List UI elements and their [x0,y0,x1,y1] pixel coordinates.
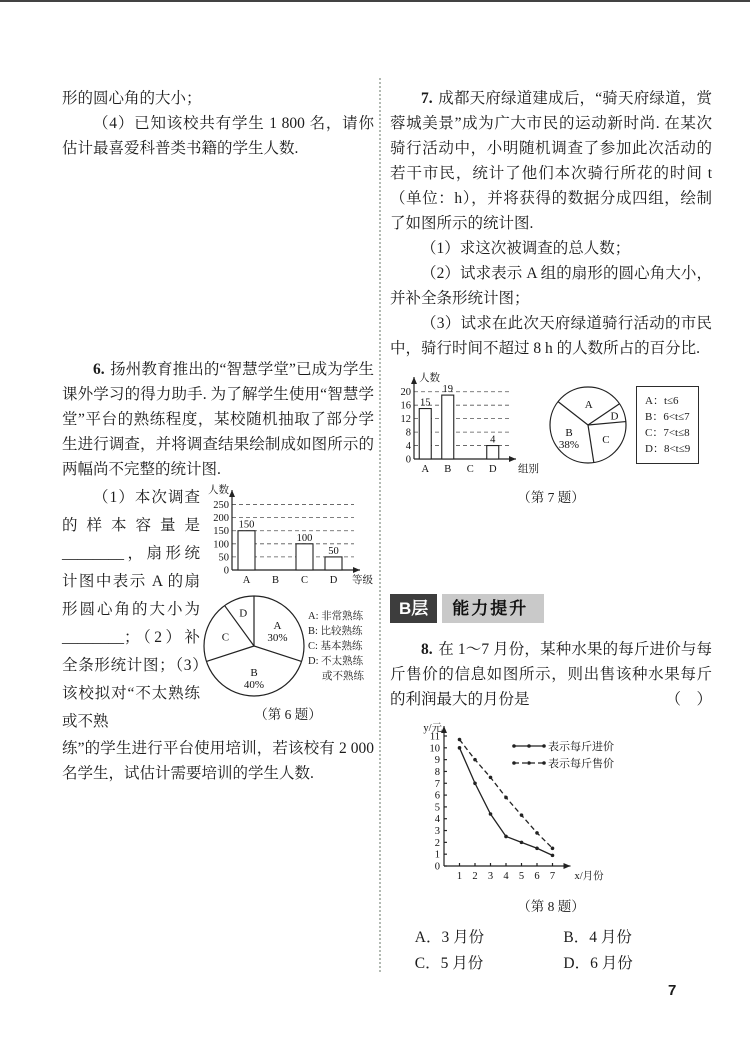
svg-text:等级: 等级 [352,575,373,586]
svg-text:3: 3 [434,826,440,838]
q7-pie-chart [548,385,628,465]
question-8-intro [390,637,712,712]
svg-text:100: 100 [296,532,313,544]
question-6-tail: 练”的学生进行平台使用培训，若该校有 2 000 名学生，试估计需要培训的学生人数. [62,740,374,782]
question-7-intro [390,86,712,236]
q6-legend-item: C: 基本熟练 [308,640,363,652]
svg-text:8: 8 [434,766,440,778]
svg-text:人数: 人数 [208,485,229,496]
q6-figure-caption: （第 6 题） [254,707,322,722]
question-6-number: 6. [93,361,105,378]
svg-text:8: 8 [405,427,411,439]
svg-text:B: B [444,464,452,475]
column-divider [379,78,381,972]
svg-text:4: 4 [405,441,411,453]
carryover-line: 形的圆心角的大小； [62,90,202,107]
q6-pie-row [202,594,374,698]
q6-pie-svg [202,594,306,698]
q7-figure-row [390,369,712,481]
q8-option: A．3 月份 [414,929,485,946]
q7-pie-svg [548,385,628,465]
svg-text:D: D [610,410,619,423]
svg-text:B: B [271,575,280,586]
svg-text:A: A [584,399,593,412]
q7-legend-line: A：t≤6 [645,395,679,407]
svg-text:0: 0 [434,861,440,873]
q7-figure-caption: （第 7 题） [517,490,585,505]
q6-bar-svg [202,484,374,588]
q6-legend-item: D: 不太熟练 [308,655,364,667]
question-7-figure [390,369,712,510]
question-8-figure [390,720,712,919]
svg-text:表示每斤进价: 表示每斤进价 [548,741,614,753]
svg-text:组别: 组别 [518,464,539,475]
section-b-badge: B层 [390,594,437,623]
svg-text:表示每斤售价: 表示每斤售价 [548,758,614,770]
svg-text:3: 3 [487,871,494,882]
svg-text:0: 0 [405,454,411,466]
q6-legend-item: A: 非常熟练 [308,610,364,622]
q6-bar-chart [202,484,374,588]
q8-options [390,925,712,977]
svg-text:6: 6 [534,871,540,882]
svg-text:x/月份: x/月份 [574,871,604,882]
svg-text:5: 5 [518,871,525,882]
q7-group-legend-box [636,386,699,464]
svg-text:1: 1 [456,871,463,882]
q7-legend-line: B：6<t≤7 [645,411,690,423]
svg-text:50: 50 [218,552,229,564]
question-6-intro-text: 扬州教育推出的“智慧学堂”已成为学生课外学习的得力助手. 为了解学生使用“智慧学堂”平台的熟练程度，某校随机抽取了部分学生进行调查，并将调查结果绘制成如图所示的两幅尚不完整的统计图. [62,361,374,478]
q7-bar-chart [390,369,540,481]
question-6-parts-text: （1）本次调查的样本容量是________，扇形统计图中表示 A 的扇形圆心角的大小为________；（2）补全条形统计图；（3）该校拟对“不太熟练或不熟 [62,489,200,730]
question-7-number: 7. [421,90,433,107]
question-6-figure-row [62,484,374,736]
question-8-answer-bracket: （ ） [665,691,712,708]
svg-text:C: C [300,575,309,586]
q6-legend-item: B: 比较熟练 [308,625,363,637]
svg-text:7: 7 [434,778,440,790]
svg-text:4: 4 [434,814,440,826]
svg-text:150: 150 [213,526,229,538]
svg-text:6: 6 [434,790,440,802]
section-b-header [390,594,712,623]
svg-text:1: 1 [434,849,440,861]
q8-option: B．4 月份 [563,929,632,946]
svg-text:16: 16 [400,400,411,412]
svg-text:2: 2 [472,871,478,882]
svg-text:D: D [488,464,497,475]
svg-text:B: B [565,427,573,440]
svg-text:A: A [273,619,282,632]
svg-text:2: 2 [434,837,440,849]
svg-text:150: 150 [238,519,255,531]
question-8-number: 8. [421,641,433,658]
svg-text:10: 10 [429,743,440,755]
svg-text:7: 7 [549,871,556,882]
q6-pie-chart [202,594,306,698]
svg-text:0: 0 [223,565,229,577]
svg-text:38%: 38% [558,439,580,452]
q6-legend-item: 或不熟练 [322,670,364,682]
svg-text:12: 12 [400,414,411,426]
svg-text:20: 20 [400,387,411,399]
svg-text:D: D [239,607,248,620]
svg-text:30%: 30% [267,631,288,644]
svg-text:A: A [242,575,251,586]
q8-figure-caption: （第 8 题） [517,899,585,914]
svg-text:C: C [221,631,230,644]
svg-text:人数: 人数 [419,373,440,384]
svg-text:4: 4 [490,434,496,446]
q7-legend-line: D：8<t≤9 [645,443,691,455]
svg-text:5: 5 [434,802,440,814]
svg-text:A: A [421,464,430,475]
question-7-intro-text: 成都天府绿道建成后，“骑天府绿道，赏蓉城美景”成为广大市民的运动新时尚. 在某次骑行活动中，小明随机调查了参加此次活动的若干市民，统计了他们本次骑行所花的时间 t（单位：h），并将获得的数据分成四组，绘制了如图所示的统计图. [390,90,712,232]
question-6-figure [202,484,374,736]
q7-bar-svg [390,369,540,481]
svg-text:B: B [250,667,258,679]
right-column [390,86,712,977]
q8-line-chart [420,720,712,890]
question-7-part2: （2）试求表示 A 组的扇形的圆心角大小，并补全条形统计图； [390,265,712,307]
svg-text:100: 100 [213,539,229,551]
q6-pie-legend [308,609,374,684]
svg-text:15: 15 [420,397,431,409]
svg-text:250: 250 [213,500,229,512]
svg-text:11: 11 [429,731,440,743]
q8-option: C．5 月份 [414,955,484,972]
svg-text:50: 50 [328,545,339,557]
svg-text:C: C [602,434,610,447]
question-7-part1: （1）求这次被调查的总人数； [421,240,631,257]
svg-text:4: 4 [503,871,509,882]
question-8-intro-text: 在 1～7 月份，某种水果的每斤进价与每斤售价的信息如图所示，则出售该种水果每斤的利润最大的月份是 [390,641,712,708]
left-column [62,86,374,786]
svg-text:19: 19 [442,384,453,396]
q7-legend-line: C：7<t≤8 [645,427,690,439]
question-6-intro [62,357,374,482]
carryover-part4: （4）已知该校共有学生 1 800 名，请你估计最喜爱科普类书籍的学生人数. [62,115,374,157]
svg-text:C: C [466,464,474,475]
svg-text:D: D [329,575,338,586]
svg-text:y/元: y/元 [423,723,442,734]
svg-text:40%: 40% [243,679,265,691]
svg-text:200: 200 [213,513,229,525]
q8-line-svg [420,720,640,890]
question-7-part3: （3）试求在此次天府绿道骑行活动的市民中，骑行时间不超过 8 h 的人数所占的百分比. [390,315,712,357]
page-number: 7 [668,982,677,999]
svg-text:9: 9 [434,755,440,767]
q8-option: D．6 月份 [563,955,633,972]
section-b-title: 能力提升 [442,594,544,623]
